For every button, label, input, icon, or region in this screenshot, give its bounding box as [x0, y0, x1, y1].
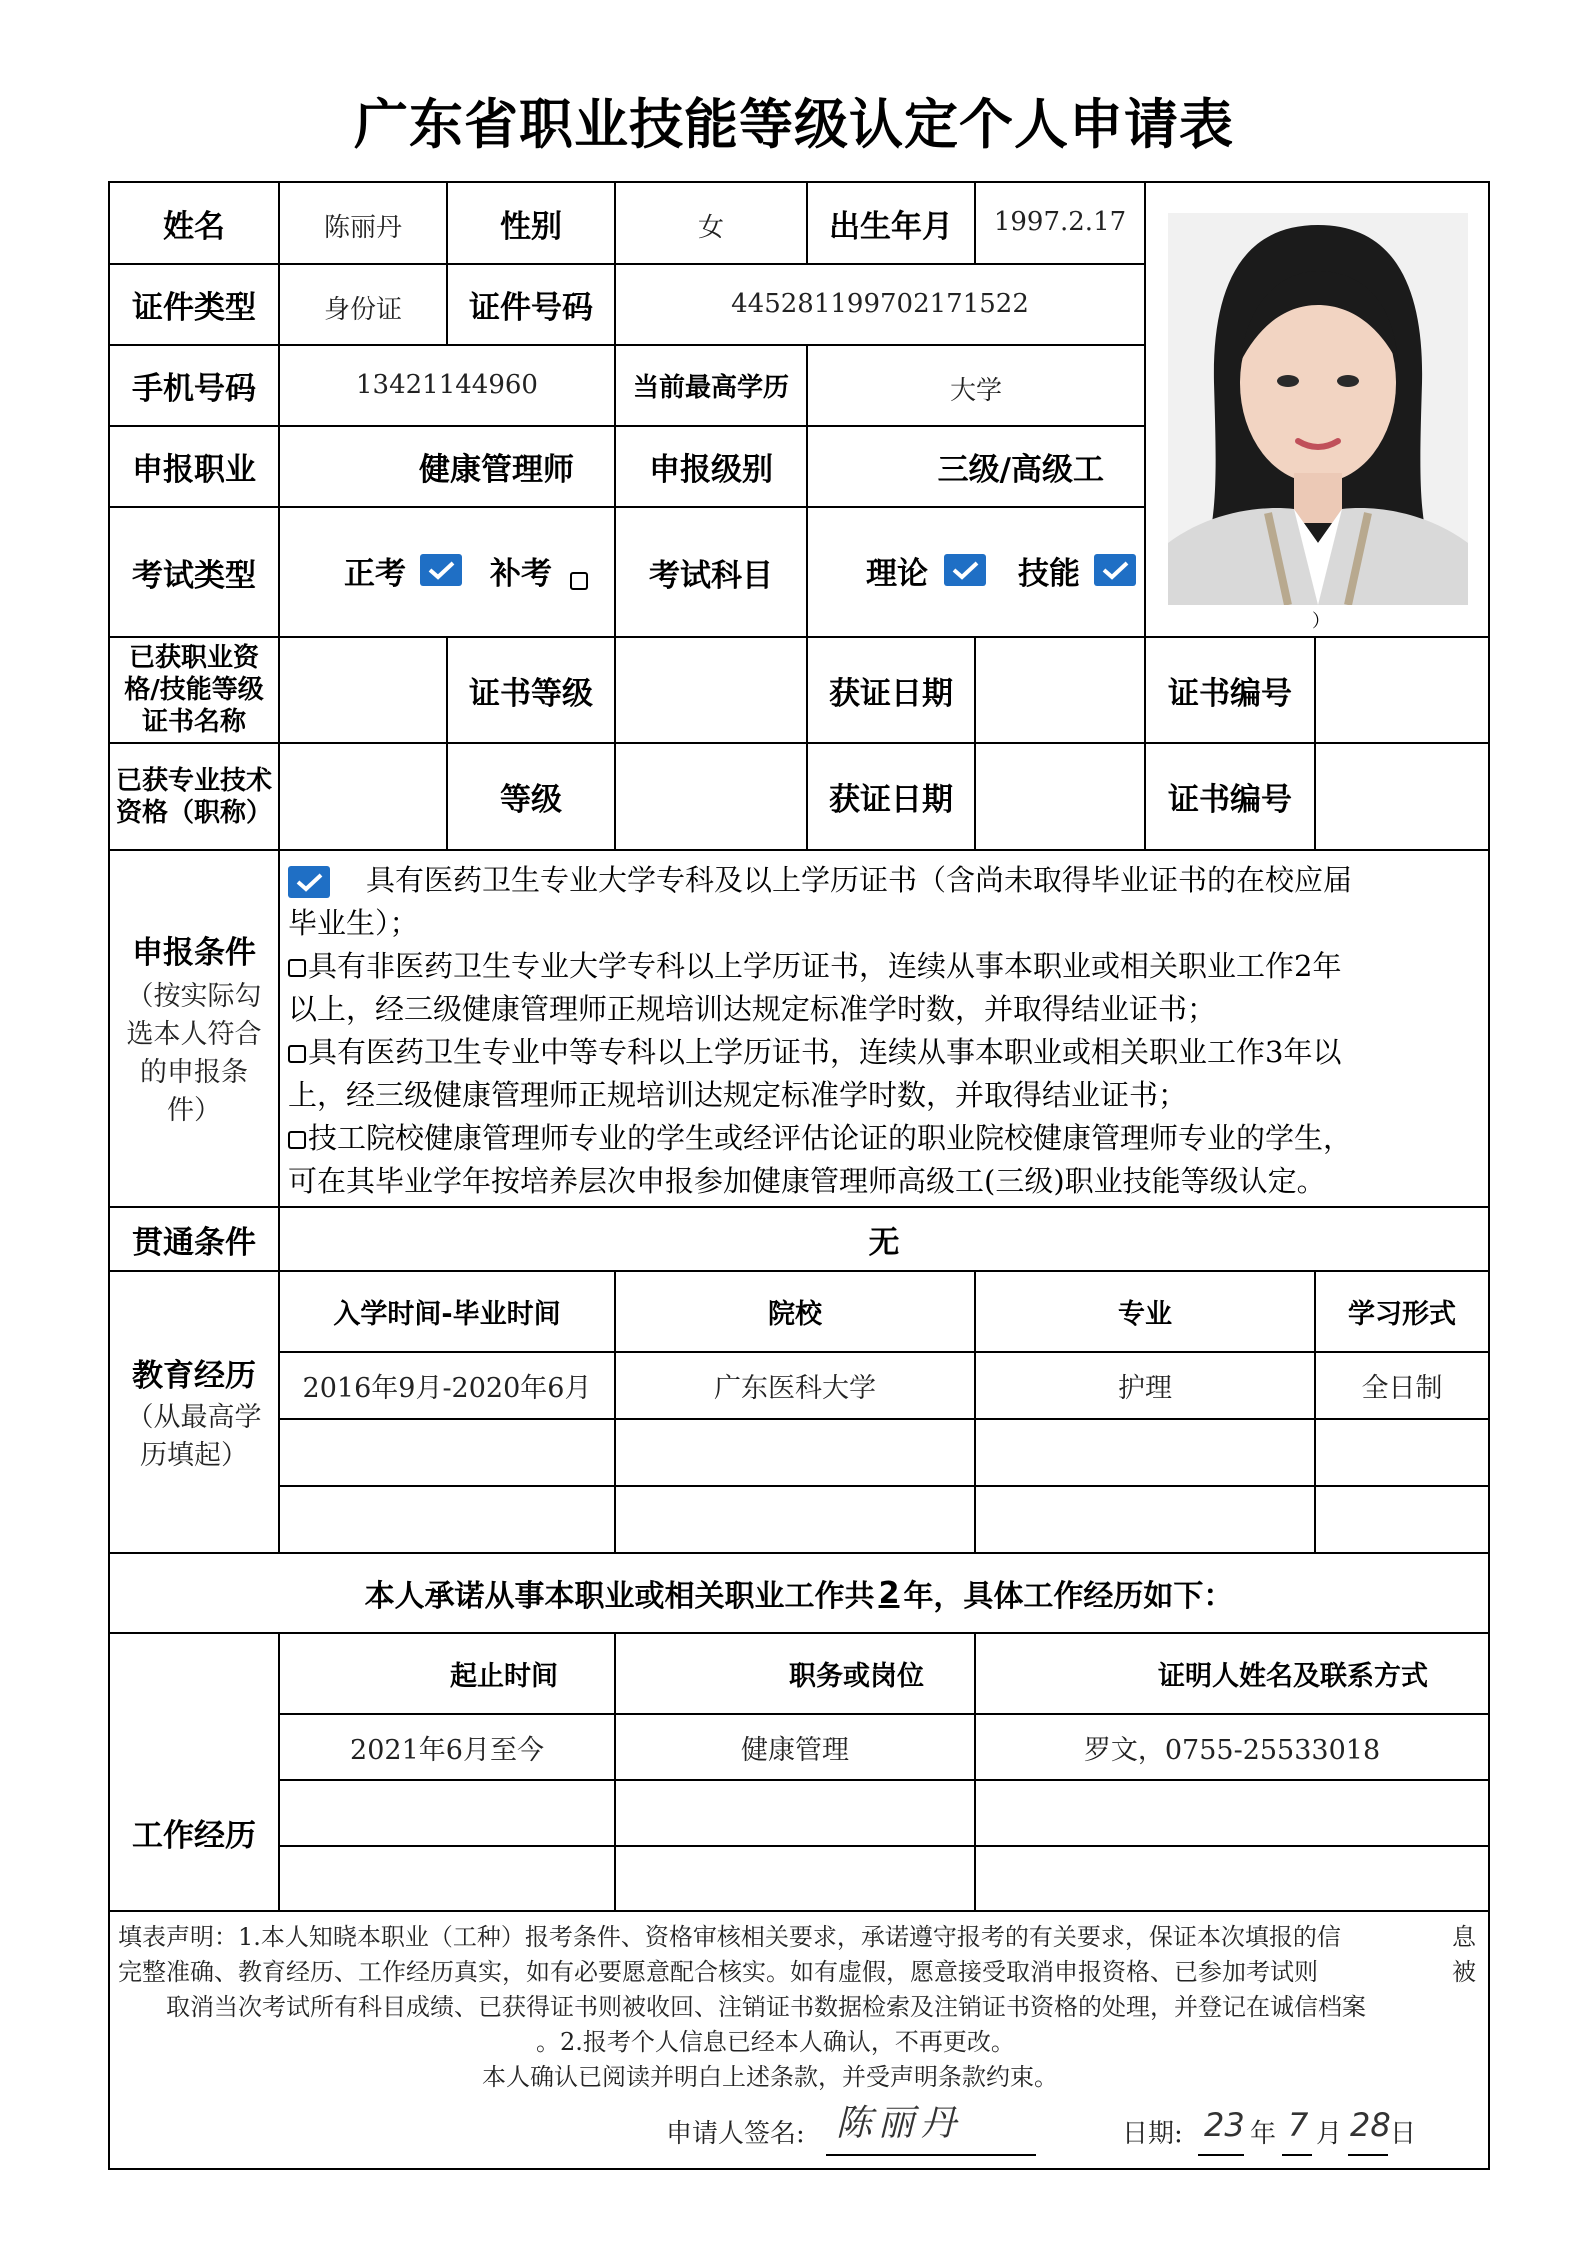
edu-row-1-period: 2016年9月-2020年6月: [280, 1353, 616, 1420]
checkmark-icon: [944, 554, 986, 586]
id-number-value: 445281199702171522: [616, 265, 1146, 346]
edu-row-1-major: 护理: [976, 1353, 1316, 1420]
phone-label: 手机号码: [110, 346, 280, 427]
conditions-list: [280, 851, 1490, 1206]
exam-type-options: [280, 508, 616, 638]
condition-item: [288, 1117, 1480, 1203]
exam-subject-label: 考试科目: [616, 508, 808, 638]
edu-row-2-mode: [1316, 1420, 1488, 1487]
condition-1-line2: 毕业生）；: [288, 906, 419, 940]
date-month-line: [1282, 2154, 1312, 2156]
declaration-line-5: 本人确认已阅读并明白上述条款，并受声明条款约束。: [482, 2063, 1058, 2091]
exam-theory-label: 理论: [866, 556, 928, 592]
condition-4-line2: 可在其毕业学年按培养层次申报参加健康管理师高级工(三级)职业技能等级认定。: [288, 1164, 1326, 1198]
cert-no-value: [1316, 638, 1488, 744]
cert-level-value: [616, 638, 808, 744]
exam-makeup-checkbox[interactable]: [570, 572, 588, 590]
edu-header-period: 入学时间-毕业时间: [280, 1272, 616, 1353]
conditions-label-cell: [110, 851, 280, 1208]
work-row-3-position: [616, 1847, 976, 1912]
work-row-2-position: [616, 1781, 976, 1847]
cert-level-label: 证书等级: [448, 638, 616, 744]
work-row-2-reference: [976, 1781, 1488, 1847]
date-month-unit: 月: [1316, 2119, 1343, 2149]
declaration-line-3: 取消当次考试所有科目成绩、已获得证书则被收回、注销证书数据检索及注销证书资格的处理，并登记在诚信档案: [166, 1993, 1366, 2021]
commitment-suffix: 年，具体工作经历如下：: [903, 1579, 1234, 1614]
phone-value: 13421144960: [280, 346, 616, 427]
work-header-position: 职务或岗位: [616, 1634, 976, 1715]
work-row-2-period: [280, 1781, 616, 1847]
work-row-1-reference: 罗文，0755-25533018: [976, 1715, 1488, 1781]
edu-row-2-period: [280, 1420, 616, 1487]
grade-value: [616, 744, 808, 851]
date-year: 23: [1204, 2106, 1245, 2144]
date-year-unit: 年: [1250, 2119, 1277, 2149]
edu-row-1-mode: 全日制: [1316, 1353, 1488, 1420]
grade-label: 等级: [448, 744, 616, 851]
checkmark-icon: [420, 554, 462, 586]
condition-3-line1: 具有医药卫生专业中等专科以上学历证书，连续从事本职业或相关职业工作3年以: [308, 1035, 1342, 1069]
photo-cell: [1146, 183, 1488, 638]
condition-item: [288, 1031, 1480, 1117]
name-label: 姓名: [110, 183, 280, 265]
cert-date-value: [976, 638, 1146, 744]
conditions-note: （按实际勾选本人符合的申报条件）: [126, 981, 262, 1126]
tech-date-value: [976, 744, 1146, 851]
tech-no-label: 证书编号: [1146, 744, 1316, 851]
work-row-3-period: [280, 1847, 616, 1912]
date-label: 日期:: [1122, 2119, 1183, 2149]
birth-label: 出生年月: [808, 183, 976, 265]
signature-label: 申请人签名:: [666, 2119, 805, 2149]
declaration-line-1-tail: 息: [1452, 1923, 1476, 1951]
date-month: 7: [1288, 2106, 1309, 2144]
condition-4-line1: 技工院校健康管理师专业的学生或经评估论证的职业院校健康管理师专业的学生，: [308, 1121, 1353, 1155]
edu-row-3-mode: [1316, 1487, 1488, 1554]
checkmark-icon: [1094, 554, 1136, 586]
condition-item: [288, 945, 1480, 1031]
name-value: 陈丽丹: [280, 183, 448, 265]
application-form: [108, 181, 1490, 2170]
education-level-label: 当前最高学历: [616, 346, 808, 427]
condition-2-line1: 具有非医药卫生专业大学专科以上学历证书，连续从事本职业或相关职业工作2年: [308, 949, 1342, 983]
condition-3-checkbox[interactable]: [288, 1045, 306, 1063]
condition-1-checkbox[interactable]: [288, 866, 330, 898]
level-value: 三级/高级工: [808, 427, 1146, 508]
qual-cert-label: 已获职业资格/技能等级证书名称: [110, 638, 280, 744]
date-year-line: [1198, 2154, 1244, 2156]
work-header-reference: 证明人姓名及联系方式: [976, 1634, 1488, 1715]
declaration-line-2: 完整准确、教育经历、工作经历真实，如有必要愿意配合核实。如有虚假，愿意接受取消申报资格、已参加考试则: [118, 1958, 1318, 1986]
edu-row-2-school: [616, 1420, 976, 1487]
signature-handwriting: 陈丽丹: [836, 2103, 963, 2144]
exam-makeup-label: 补考: [490, 556, 552, 592]
qual-cert-value: [280, 638, 448, 744]
declaration-line-2-tail: 被: [1452, 1958, 1476, 1986]
edu-row-2-major: [976, 1420, 1316, 1487]
tech-title-label: 已获专业技术资格（职称）: [110, 744, 280, 851]
education-note: （从最高学历填起）: [126, 1401, 262, 1471]
edu-row-1-school: 广东医科大学: [616, 1353, 976, 1420]
edu-header-school: 院校: [616, 1272, 976, 1353]
exam-subject-options: [808, 508, 1146, 638]
education-label-cell: [110, 1272, 280, 1554]
work-row-1-period: 2021年6月至今: [280, 1715, 616, 1781]
checkmark-icon: [288, 866, 330, 898]
edu-header-major: 专业: [976, 1272, 1316, 1353]
exam-type-label: 考试类型: [110, 508, 280, 638]
id-number-label: 证件号码: [448, 265, 616, 346]
education-title: 教育经历: [132, 1357, 256, 1394]
edu-header-mode: 学习形式: [1316, 1272, 1488, 1353]
condition-2-line2: 以上，经三级健康管理师正规培训达规定标准学时数，并取得结业证书；: [288, 992, 1217, 1026]
work-row-3-reference: [976, 1847, 1488, 1912]
gender-value: 女: [616, 183, 808, 265]
condition-2-checkbox[interactable]: [288, 959, 306, 977]
condition-1-line1: 具有医药卫生专业大学专科及以上学历证书（含尚未取得毕业证书的在校应届: [366, 863, 1353, 897]
form-title: 广东省职业技能等级认定个人申请表: [354, 93, 1234, 156]
occupation-label: 申报职业: [110, 427, 280, 508]
work-row-1-position: 健康管理: [616, 1715, 976, 1781]
education-level-value: 大学: [808, 346, 1146, 427]
id-type-value: 身份证: [280, 265, 448, 346]
condition-4-checkbox[interactable]: [288, 1131, 306, 1149]
exam-skill-label: 技能: [1018, 556, 1080, 592]
condition-item: [288, 859, 1480, 945]
declaration-line-4: 。2.报考个人信息已经本人确认，不再更改。: [536, 2028, 1015, 2056]
commitment-years: 2: [878, 1575, 900, 1611]
gender-label: 性别: [448, 183, 616, 265]
date-day-unit: 日: [1390, 2119, 1417, 2149]
date-day-line: [1348, 2154, 1388, 2156]
exam-regular-checkbox[interactable]: [420, 554, 462, 586]
level-label: 申报级别: [616, 427, 808, 508]
pass-through-value: 无: [280, 1208, 1488, 1272]
edu-row-3-school: [616, 1487, 976, 1554]
edu-row-3-major: [976, 1487, 1316, 1554]
pass-through-label: 贯通条件: [110, 1208, 280, 1272]
applicant-photo: [1168, 213, 1468, 605]
declaration-line-1: 填表声明：1.本人知晓本职业（工种）报考条件、资格审核相关要求，承诺遵守报考的有关要求，保证本次填报的信: [118, 1923, 1341, 1951]
commitment-prefix: 本人承诺从事本职业或相关职业工作共: [364, 1579, 875, 1614]
declaration-divider: [110, 1910, 1488, 1912]
cert-date-label: 获证日期: [808, 638, 976, 744]
tech-title-value: [280, 744, 448, 851]
edu-row-3-period: [280, 1487, 616, 1554]
tech-date-label: 获证日期: [808, 744, 976, 851]
condition-3-line2: 上，经三级健康管理师正规培训达规定标准学时数，并取得结业证书；: [288, 1078, 1188, 1112]
work-header-period: 起止时间: [280, 1634, 616, 1715]
conditions-title: 申报条件: [132, 935, 256, 971]
birth-value: 1997.2.17: [976, 183, 1146, 265]
occupation-value: 健康管理师: [280, 427, 616, 508]
cert-no-label: 证书编号: [1146, 638, 1316, 744]
id-type-label: 证件类型: [110, 265, 280, 346]
tech-no-value: [1316, 744, 1488, 851]
exam-skill-checkbox[interactable]: [1094, 554, 1136, 586]
work-label: 工作经历: [110, 1634, 280, 1912]
signature-line[interactable]: [826, 2154, 1036, 2156]
photo-caption: ）: [1312, 611, 1330, 632]
date-day: 28: [1350, 2106, 1391, 2144]
work-commitment: [110, 1554, 1488, 1634]
exam-regular-label: 正考: [344, 556, 406, 592]
exam-theory-checkbox[interactable]: [944, 554, 986, 586]
